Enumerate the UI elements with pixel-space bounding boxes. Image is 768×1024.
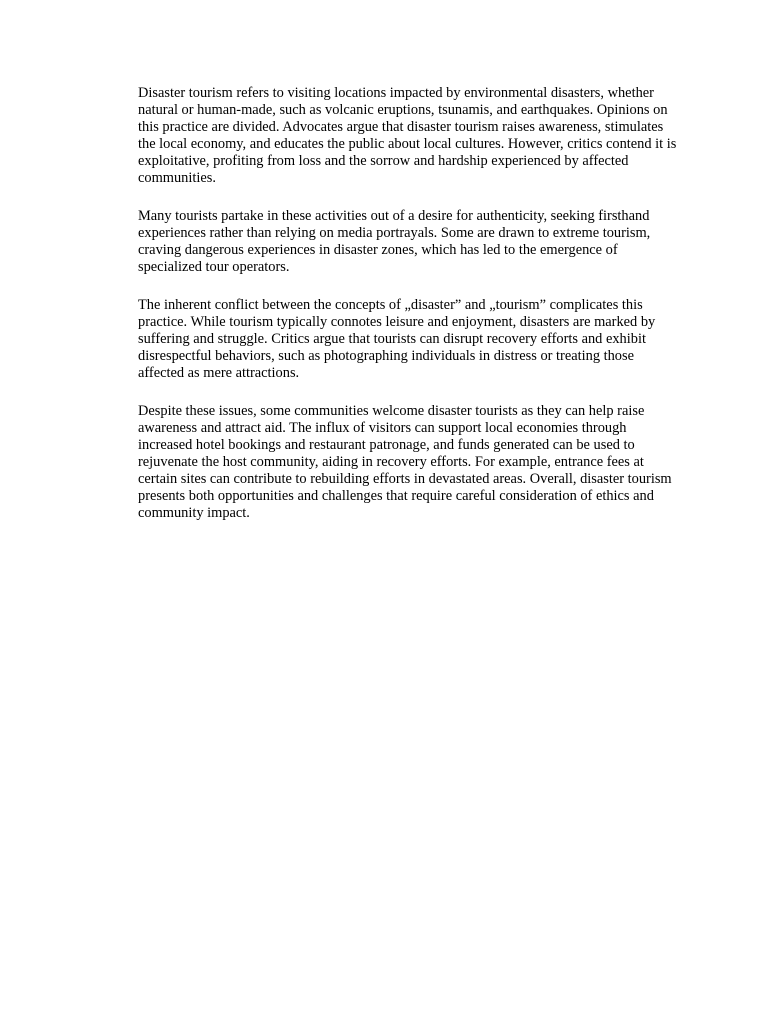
paragraph-4: Despite these issues, some communities welcome disaster tourists as they can help raise awareness and attract aid. The influx of visitors can support local economies through increased hotel bookings and restaurant patronage, and funds generated can be used to rejuvenate the host community, aiding in recovery efforts. For example, entrance fees at certain sites can contribute to rebuilding efforts in devastated areas. Overall, disaster tourism presents both opportunities and challenges that require careful consideration of ethics and community impact. (138, 403, 672, 521)
paragraph-3: The inherent conflict between the concepts of „disaster” and „tourism” complicates this practice. While tourism typically connotes leisure and enjoyment, disasters are marked by suffering and struggle. Critics argue that tourists can disrupt recovery efforts and exhibit disrespectful behaviors, such as photographing individuals in distress or treating those affected as mere attractions. (138, 297, 656, 381)
paragraph-1: Disaster tourism refers to visiting locations impacted by environmental disasters, whether natural or human-made, such as volcanic eruptions, tsunamis, and earthquakes. Opinions on this practice are divided. Advocates argue that disaster tourism raises awareness, stimulates the local economy, and educates the public about local cultures. However, critics contend it is exploitative, profiting from loss and the sorrow and hardship experienced by affected communities. (138, 85, 677, 186)
document-body (138, 85, 683, 543)
paragraph-2: Many tourists partake in these activities out of a desire for authenticity, seeking firsthand experiences rather than relying on media portrayals. Some are drawn to extreme tourism, craving dangerous experiences in disaster zones, which has led to the emergence of specialized tour operators. (138, 208, 651, 275)
